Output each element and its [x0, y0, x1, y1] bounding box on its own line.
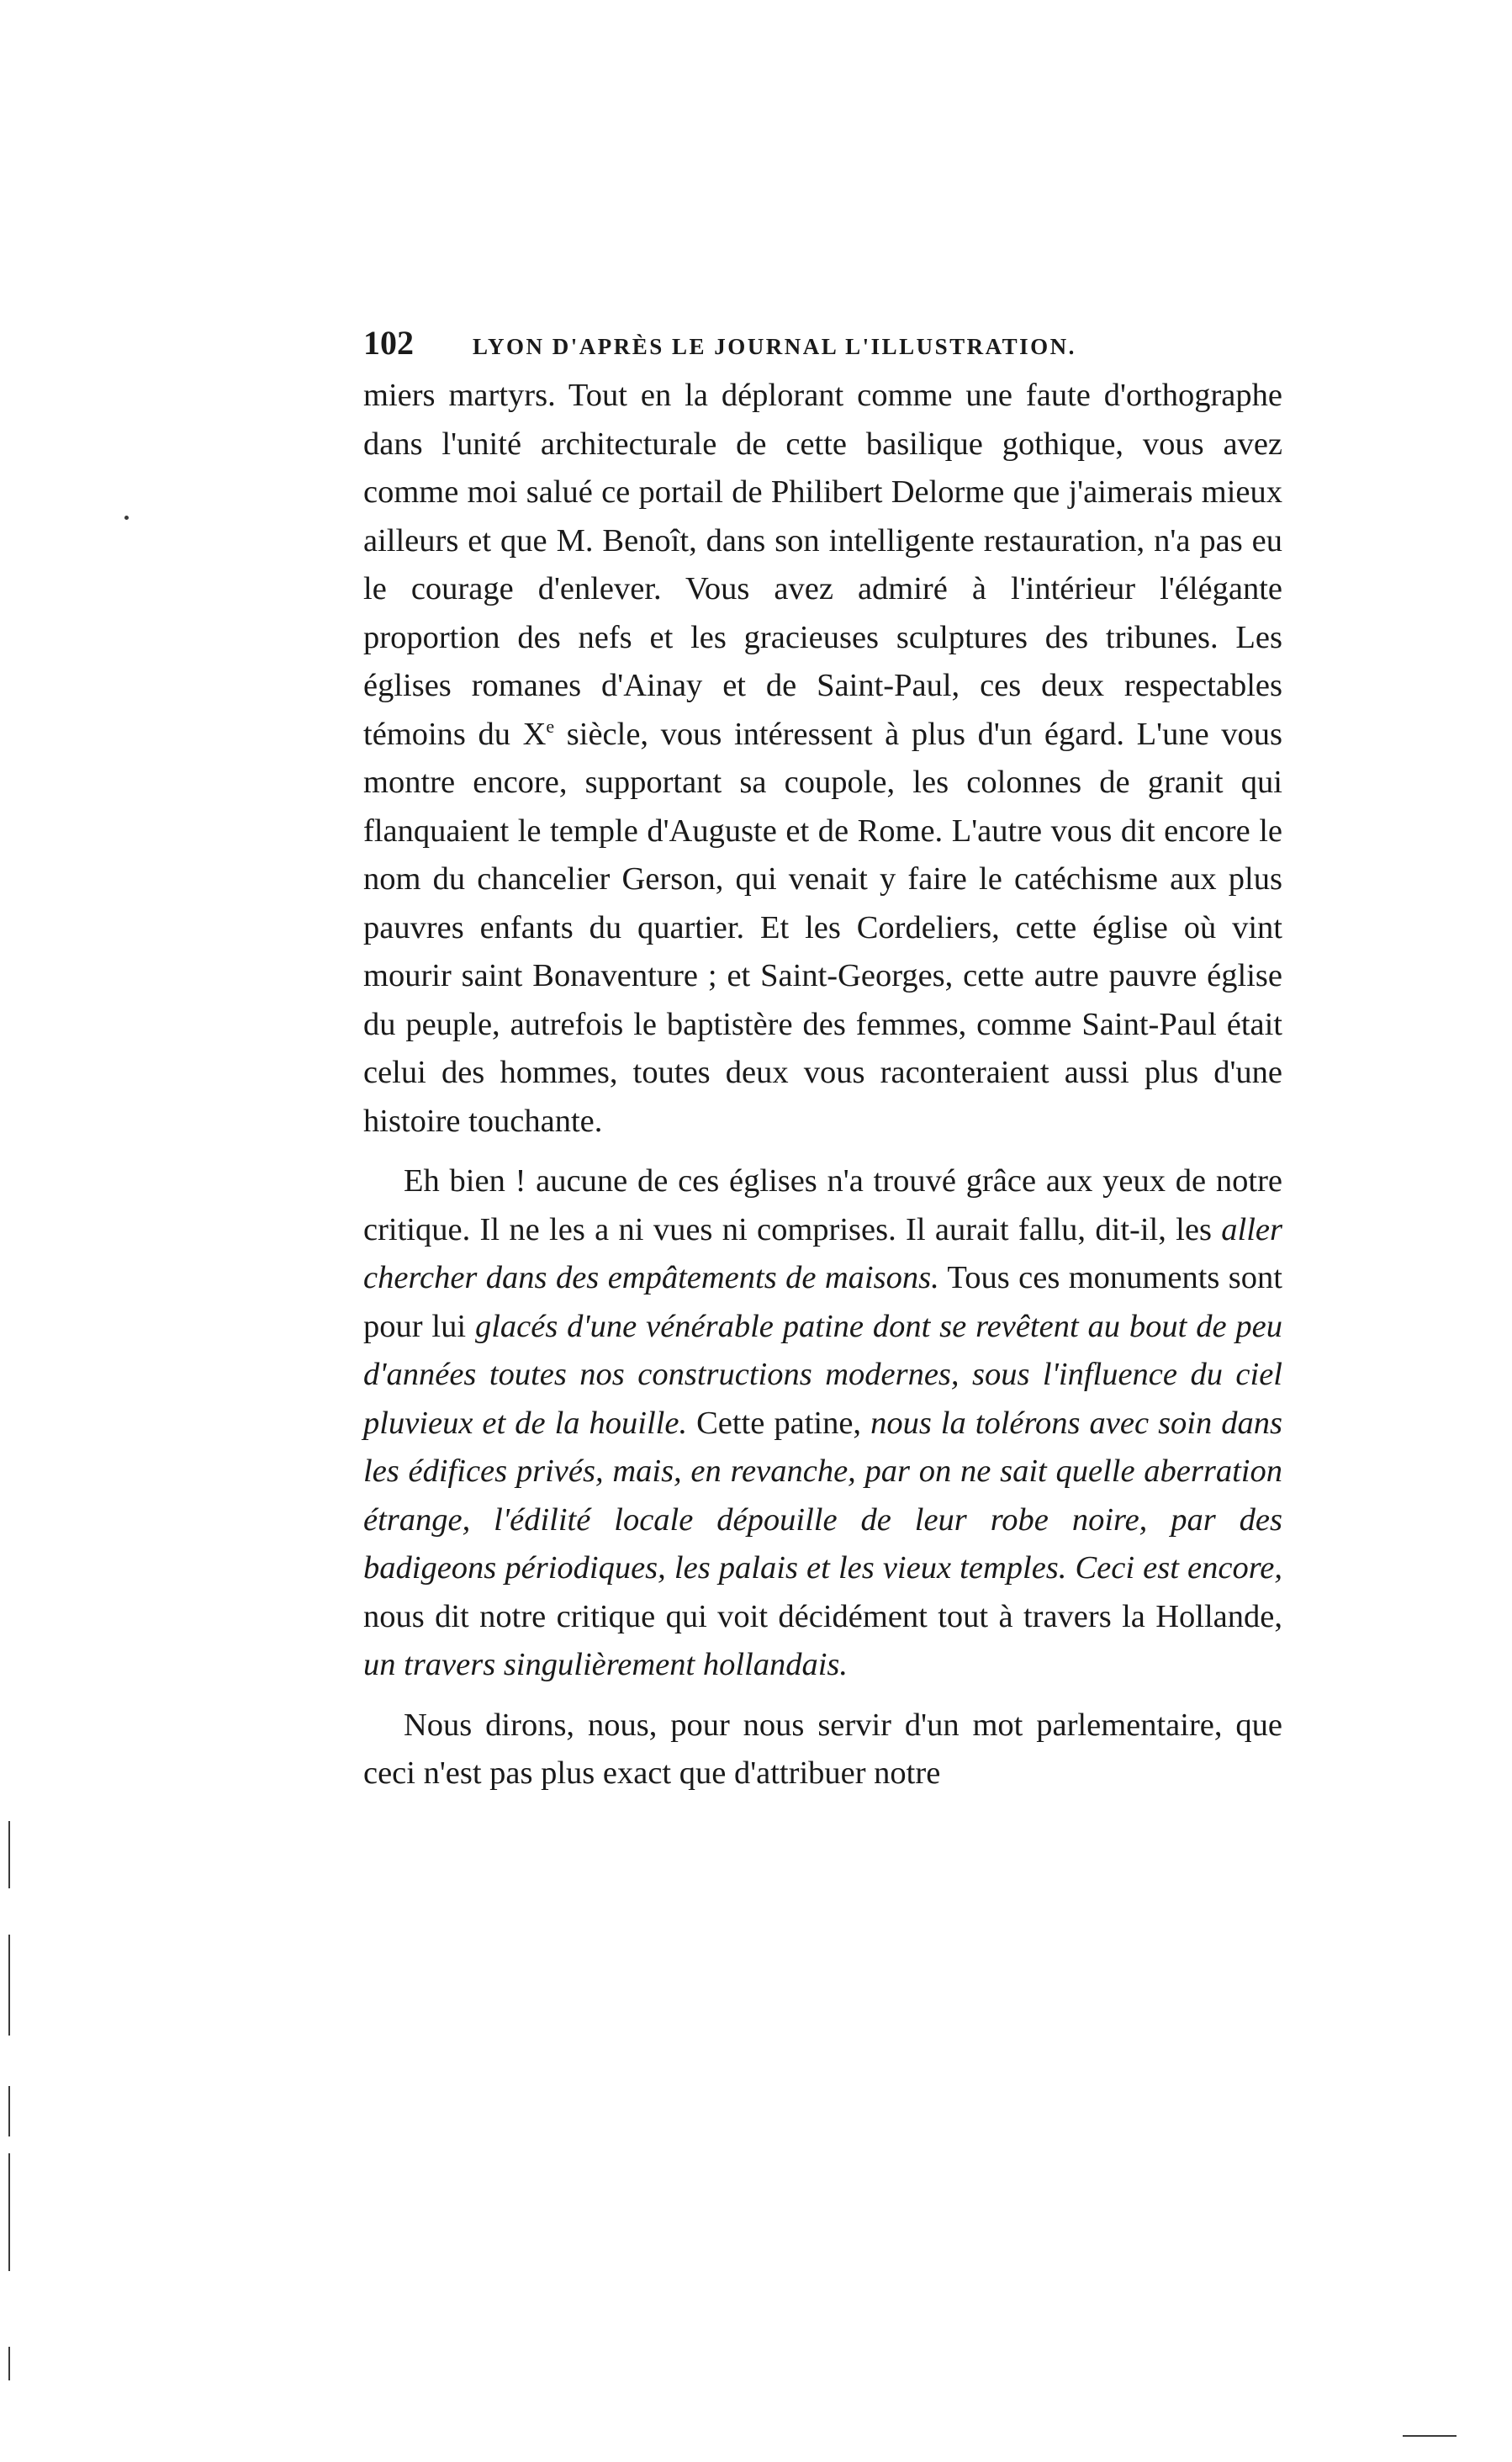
running-title: LYON D'APRÈS LE JOURNAL L'ILLUSTRATION. — [473, 334, 1076, 359]
paragraph-2-text-2: Tous ces monuments sont pour lui — [363, 1260, 1282, 1344]
paragraph-3-text: Nous dirons, nous, pour nous servir d'un mot parlementaire, que ceci n'est pas plus exact que d'attribuer notre — [363, 1707, 1282, 1791]
scan-mark-left-4 — [8, 2153, 10, 2271]
paragraph-2-quote-2: glacés d'une vénérable patine dont se revêtent au bout de peu d'années toutes nos constructions modernes, sous l'influence du ciel pluvieux et de la houille. — [363, 1308, 1282, 1441]
paragraph-2-text-4: nous dit notre critique qui voit décidément tout à travers la Hollande, — [363, 1598, 1282, 1634]
scan-mark-bottom-right — [1403, 2435, 1456, 2437]
paragraph-2-quote-1: aller chercher dans des empâtements de maisons. — [363, 1211, 1282, 1295]
page-number: 102 — [363, 324, 414, 362]
body-text — [363, 372, 1282, 1798]
paragraph-2-quote-3: nous la tolérons avec soin dans les édifices privés, mais, en revanche, par on ne sait quelle aberration étrange, l'édilité locale dépouille de leur robe noire, par des badigeons périodiques, les palais et les vieux temples. Ceci est encore, — [363, 1405, 1282, 1586]
scan-mark-left-2 — [8, 1935, 10, 2036]
paragraph-2-text-1: Eh bien ! aucune de ces églises n'a trouvé grâce aux yeux de notre critique. Il ne les a ni vues ni comprises. Il aurait fallu, dit-il, les — [363, 1163, 1282, 1247]
page-header — [363, 323, 1330, 370]
paragraph-1-text-a: miers martyrs. Tout en la déplorant comme une faute d'orthographe dans l'unité architecturale de cette basilique gothique, vous avez comme moi salué ce portail de Philibert Delorme que j'aimerais mieux ailleurs et que M. Benoît, dans son intelligente restauration, n'a pas eu le courage d'enlever. Vous avez admiré à l'intérieur l'élégante proportion des nefs et les gracieuses sculptures des tribunes. Les églises romanes d'Ainay et de Saint-Paul, ces deux respectables témoins du X — [363, 378, 1282, 752]
scan-dot — [124, 516, 129, 520]
paragraph-2 — [363, 1157, 1282, 1690]
paragraph-3 — [363, 1702, 1282, 1798]
scan-mark-left-3 — [8, 2086, 10, 2136]
paragraph-1-text-b: siècle, vous intéressent à plus d'un égard. L'une vous montre encore, supportant sa coupole, les colonnes de granit qui flanquaient le temple d'Auguste et de Rome. L'autre vous dit encore le nom du chancelier Gerson, qui venait y faire le catéchisme aux plus pauvres enfants du quartier. Et les Cordeliers, cette église où vint mourir saint Bonaventure ; et Saint-Georges, cette autre pauvre église du peuple, autrefois le baptistère des femmes, comme Saint-Paul était celui des hommes, toutes deux vous raconteraient aussi plus d'une histoire touchante. — [363, 716, 1282, 1139]
paragraph-2-quote-4: un travers singulièrement hollandais. — [363, 1647, 849, 1682]
century-superscript: e — [546, 715, 555, 737]
paragraph-2-text-3: Cette patine, — [687, 1405, 871, 1441]
paragraph-1 — [363, 372, 1282, 1146]
scan-mark-left-5 — [8, 2347, 10, 2380]
scan-mark-left-1 — [8, 1821, 10, 1888]
